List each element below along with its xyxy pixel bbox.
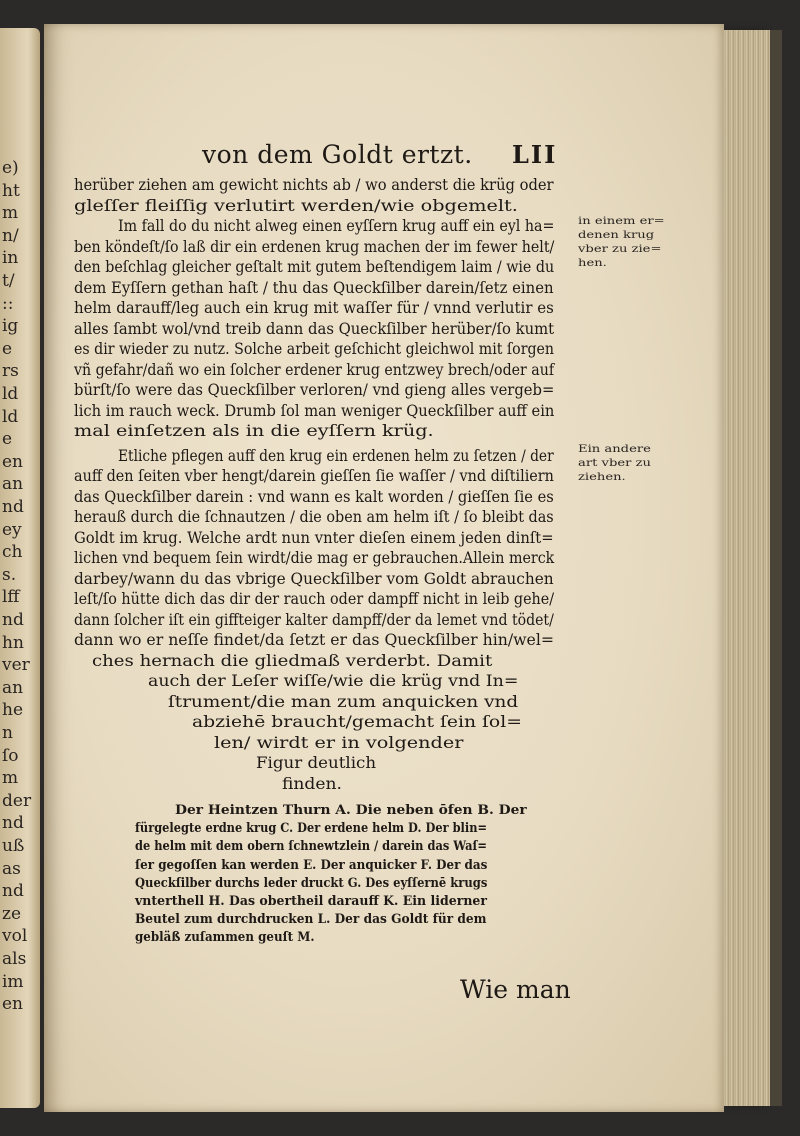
- text-line: ches hernach die gliedmaß verderbt. Damit: [92, 651, 493, 670]
- facing-page-fragment: ey: [2, 519, 22, 540]
- caption-line: ſer gegoſſen kan werden E. Der anquicker F. Der das: [135, 856, 488, 872]
- facing-page-fragment: ht: [2, 180, 20, 201]
- caption-line: gebläß zuſammen geuſt M.: [135, 929, 315, 945]
- text-line: es dir wieder zu nutz. Solche arbeit geſchicht gleichwol mit ſorgen: [74, 340, 555, 358]
- facing-page-fragment: ld: [2, 406, 19, 427]
- facing-page-fragment: e: [2, 429, 13, 450]
- facing-page-fragment: ver: [2, 655, 30, 676]
- facing-page-fragment: ſo: [2, 745, 19, 766]
- facing-page-fragment: n/: [2, 225, 19, 246]
- text-line: Goldt im krug. Welche ardt nun vnter dieſen einem jeden dinſt=: [74, 528, 554, 547]
- text-line: Etliche pflegen auff den krug ein erdenen helm zu ſetzen / der: [118, 446, 554, 465]
- text-line: gleſſer fleiſſig verlutirt werden/wie obgemelt.: [74, 196, 518, 215]
- facing-page-fragment: ld: [2, 384, 19, 404]
- facing-page-fragment: nd: [2, 610, 24, 630]
- facing-page-fragment: in: [2, 248, 19, 269]
- text-line: bürſt/ſo were das Queckſilber verloren/ vnd gieng alles vergeb=: [74, 381, 555, 399]
- facing-page-fragment: uß: [2, 836, 25, 856]
- text-line: finden.: [282, 774, 342, 793]
- text-line: ben köndeſt/ſo laß dir ein erdenen krug machen der im fewer helt/: [74, 237, 555, 256]
- text-line: ſtrument/die man zum anquicken vnd: [168, 692, 519, 711]
- facing-page-fragment: e): [2, 158, 19, 178]
- facing-page-fragment: en: [2, 994, 24, 1015]
- running-head: von dem Goldt ertzt.: [202, 140, 473, 169]
- text-line: helm darauff/leg auch ein krug mit waſſer für / vnnd verlutir es: [74, 299, 554, 317]
- text-line: vñ gefahr/dañ wo ein ſolcher erdener krug entzwey brech/oder auf: [74, 360, 555, 379]
- facing-page-fragment: der: [2, 790, 32, 811]
- facing-page-fragment: en: [2, 451, 24, 472]
- text-line: abziehē braucht/gemacht ſein ſol=: [192, 713, 522, 731]
- facing-page-fragment: an: [2, 474, 24, 495]
- caption-line: de helm mit dem obern ſchnewtzlein / darein das Waſ=: [135, 838, 487, 854]
- text-line: das Queckſilber darein : vnd wann es kalt worden / gieſſen ſie es: [74, 487, 554, 506]
- text-line: len/ wirdt er in volgender: [214, 733, 464, 752]
- facing-page-fragment: hn: [2, 632, 24, 653]
- marginal-note-line: art vber zu: [578, 457, 651, 469]
- facing-page-fragment: t/: [2, 271, 15, 291]
- facing-page-fragment: im: [2, 971, 24, 992]
- facing-page-fragment: m: [2, 768, 19, 789]
- text-line: Im fall do du nicht alweg einen eyſſern krug auff ein eyl ha=: [118, 217, 555, 235]
- text-line: den beſchlag gleicher geſtalt mit gutem beſtendigem laim / wie du: [74, 258, 555, 276]
- marginal-note-line: hen.: [578, 257, 607, 269]
- facing-page-fragment: ze: [2, 903, 22, 924]
- text-line: herüber ziehen am gewicht nichts ab / wo anderst die krüg oder: [74, 176, 554, 194]
- caption-line: Der Heintzen Thurn A. Die neben ōfen B. Der: [175, 802, 527, 817]
- marginal-note-line: vber zu zie=: [578, 243, 662, 255]
- folio-number: LII: [512, 140, 558, 169]
- book-cover-edge: [770, 30, 782, 1106]
- caption-line: Beutel zum durchdrucken L. Der das Goldt für dem: [135, 911, 487, 927]
- caption-line: vnterthell H. Das obertheil darauff K. Ein liderner: [135, 893, 487, 908]
- facing-page-fragment: ::: [2, 293, 14, 314]
- facing-page-fragment: nd: [2, 497, 24, 517]
- text-line: auch der Leſer wiſſe/wie die krüg vnd In=: [148, 672, 519, 690]
- facing-page-fragment: s.: [2, 564, 17, 585]
- facing-page-fragment: n: [2, 723, 13, 743]
- facing-page-fragment: e: [2, 338, 13, 359]
- text-line: herauß durch die ſchnautzen / die oben am helm iſt / ſo bleibt das: [74, 508, 554, 526]
- caption-line: Queckſilber durchs leder druckt G. Des eyſſernē krugs: [135, 874, 488, 890]
- text-line: auff den ſeiten vber hengt/darein gieſſen ſie waſſer / vnd diſtiliern: [74, 467, 554, 485]
- facing-page-fragment: als: [2, 949, 27, 969]
- text-line: dann ſolcher iſt ein giffteiger kalter dampff/der da lemet vnd tödet/: [74, 610, 554, 629]
- facing-page-fragment: lff: [2, 587, 20, 608]
- text-line: dem Eyſſern gethan haſt / thu das Queckſilber darein/ſetz einen: [74, 278, 554, 297]
- marginal-note-line: denen krug: [578, 229, 655, 241]
- marginal-note-line: Ein andere: [578, 443, 651, 455]
- facing-page-fragment: nd: [2, 813, 24, 834]
- caption-line: fürgelegte erdne krug C. Der erdene helm D. Der blin=: [135, 820, 488, 836]
- marginal-note-line: in einem er=: [578, 215, 665, 227]
- facing-page-fragment: ch: [2, 542, 23, 563]
- text-line: lichen vnd bequem ſein wirdt/die mag er gebrauchen.Allein merck: [74, 549, 555, 567]
- facing-page-fragment: vol: [2, 926, 28, 947]
- text-line: dann wo er neſſe findet/da ſetzt er das Queckſilber hin/wel=: [74, 631, 554, 649]
- facing-page-fragment: as: [2, 858, 21, 879]
- facing-page-fragment: m: [2, 203, 19, 224]
- catchword: Wie man: [460, 975, 571, 1004]
- facing-page-edge: [0, 28, 40, 1108]
- facing-page-fragment: he: [2, 700, 24, 721]
- facing-page-fragment: an: [2, 677, 24, 698]
- text-line: Figur deutlich: [256, 754, 377, 772]
- text-line: leſt/ſo hütte dich das dir der rauch oder dampff nicht in leib gehe/: [74, 590, 555, 608]
- marginal-note-line: ziehen.: [578, 471, 626, 483]
- text-line: lich im rauch weck. Drumb ſol man weniger Queckſilber auff ein: [74, 401, 555, 420]
- facing-page-fragment: nd: [2, 881, 24, 902]
- text-line: darbey/wann du das vbrige Queckſilber vom Goldt abrauchen: [74, 569, 554, 588]
- facing-page-fragment: rs: [2, 361, 19, 382]
- text-line: alles ſambt wol/vnd treib dann das Queckſilber herüber/ſo kumt: [74, 319, 555, 338]
- text-line: mal einſetzen als in die eyſſern krüg.: [74, 422, 434, 440]
- facing-page-fragment: ig: [2, 316, 19, 337]
